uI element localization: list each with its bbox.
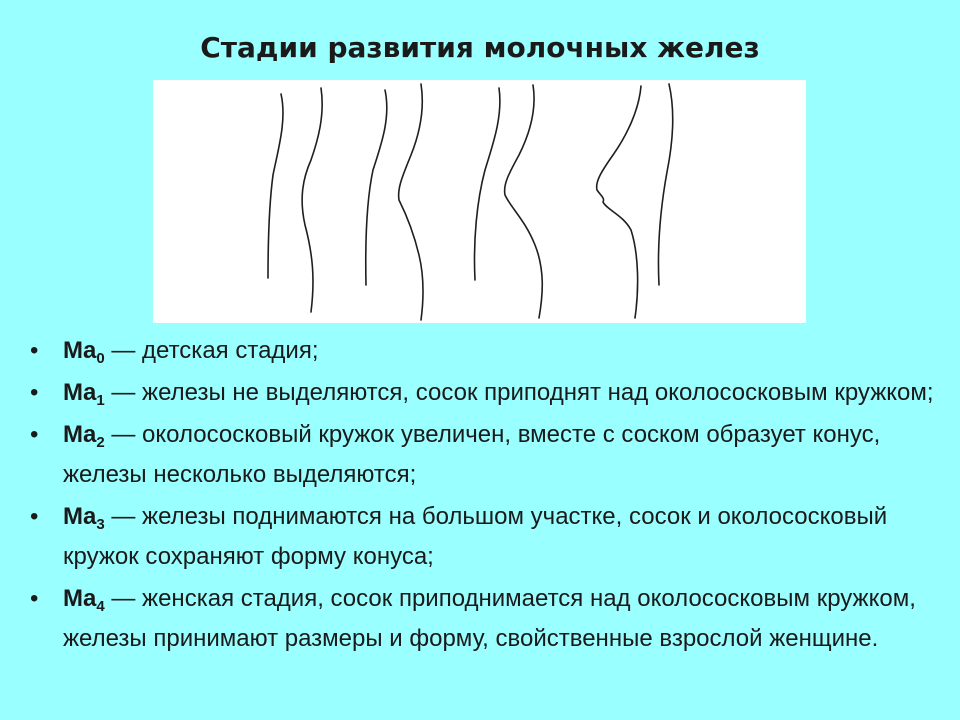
bullet-icon: • <box>30 337 39 364</box>
stage-term <box>63 585 105 615</box>
stage-list <box>28 331 948 661</box>
stage-term <box>63 421 105 451</box>
stage-description: женская стадия, сосок приподнимается над околососковым кружком, железы принимают размеры и форму, свойственные взрослой женщине. <box>63 585 916 652</box>
list-item <box>28 331 948 371</box>
list-item <box>28 579 948 659</box>
breast-development-figure <box>153 80 806 323</box>
stage-term-text: Ma <box>63 503 97 530</box>
torso-outlines-illustration <box>153 80 806 323</box>
stage-term-index: 4 <box>96 598 105 615</box>
stage-description: железы не выделяются, сосок приподнят над околососковым кружком; <box>142 379 934 406</box>
bullet-icon: • <box>30 421 39 448</box>
stage-term-text: Ma <box>63 337 97 364</box>
stage-term-index: 0 <box>96 350 105 367</box>
stage-term-index: 1 <box>96 392 105 409</box>
bullet-icon: • <box>30 585 39 612</box>
list-item <box>28 497 948 577</box>
bullet-icon: • <box>30 503 39 530</box>
stage-term-text: Ma <box>63 421 97 448</box>
stage-term <box>63 379 105 409</box>
dash: — <box>111 337 136 364</box>
stage-term-index: 2 <box>96 434 105 451</box>
slide-title: Стадии развития молочных желез <box>200 31 760 64</box>
stage-term-text: Ma <box>63 379 97 406</box>
list-item <box>28 373 948 413</box>
bullet-icon: • <box>30 379 39 406</box>
dash: — <box>111 503 136 530</box>
stage-description: детская стадия; <box>142 337 319 364</box>
dash: — <box>111 379 136 406</box>
stage-description: околососковый кружок увеличен, вместе с соском образует конус, железы несколько выделяются; <box>63 421 881 488</box>
stage-term-text: Ma <box>63 585 97 612</box>
stage-term-index: 3 <box>96 516 105 533</box>
stage-term <box>63 337 105 367</box>
dash: — <box>111 585 136 612</box>
stage-description: железы поднимаются на большом участке, сосок и околососковый кружок сохраняют форму конуса; <box>63 503 888 570</box>
dash: — <box>111 421 136 448</box>
stage-term <box>63 503 105 533</box>
list-item <box>28 415 948 495</box>
